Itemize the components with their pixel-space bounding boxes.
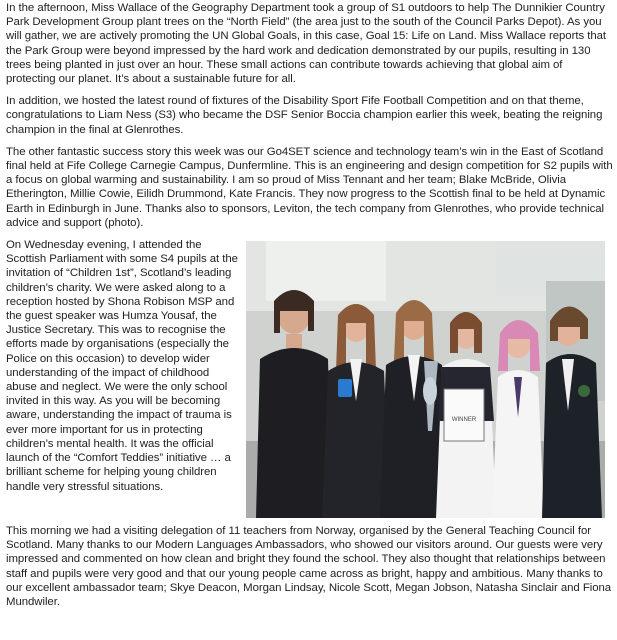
paragraph-disability-sport: In addition, we hosted the latest round of fixtures of the Disability Sport Fife Football Competition and on that theme, congratulations to Liam Ness (S3) who became the DSF Senior Boccia champion earlier this week, beating the reigning champion in the final at Glenrothes. bbox=[6, 95, 603, 136]
team-photo-illustration bbox=[246, 241, 605, 518]
paragraph-scottish-parliament: On Wednesday evening, I attended the Scottish Parliament with some S4 pupils at the invitation of “Children 1st”, Scotland’s leading children’s charity. We were asked along to a reception hosted by Shona Robison MSP and the guest speaker was Humza Yousaf, the Justice Secretary. This was to recognise the efforts made by organisations (especially the Police on this occasion) to develop wider understanding of the impact of childhood abuse and neglect. We were the only school invited in this way. As you will be becoming aware, understanding the impact of trauma is ever more important for us in protecting children’s mental health. It was the official launch of the “Comfort Teddies” initiative … a brilliant scheme for helping young children handle very stressful situations. bbox=[6, 239, 238, 493]
parliament-section bbox=[6, 238, 613, 518]
certificate-label: WINNER bbox=[451, 417, 477, 424]
paragraph-tree-planting: In the afternoon, Miss Wallace of the Geography Department took a group of S1 outdoors to help The Dunnikier Country Park Development Group plant trees on the “North Field” (the area just to the south of the Council Parks Depot). As you will gather, we are actively promoting the UN Global Goals, in this case, Goal 15: Life on Land. Miss Wallace reports that the Park Group were beyond impressed by the hard work and dedication demonstrated by our pupils, resulting in 130 trees being planted in just over an hour. These small actions can contribute towards achieving that global aim of protecting our planet. It’s about a sustainable future for all. bbox=[6, 2, 607, 86]
paragraph-go4set: The other fantastic success story this week was our Go4SET science and technology team’s win in the East of Scotland final held at Fife College Carnegie Campus, Dunfermline. This is an engineering and design competition for S2 pupils with a focus on global warming and sustainability. I am so proud of Miss Tennant and her team; Blake McBride, Olivia Etherington, Millie Cowie, Eilidh Drummond, Kate Francis. They now progress to the Scottish final to be held at Dynamic Earth in Edinburgh in June. Thanks also to sponsors, Leviton, the tech company from Glenrothes, who provide technical advice and support (photo). bbox=[6, 145, 613, 229]
team-photo bbox=[246, 241, 605, 518]
paragraph-norway-delegation: This morning we had a visiting delegation of 11 teachers from Norway, organised by the General Teaching Council for Scotland. Many thanks to our Modern Languages Ambassadors, who showed our visitors around. Our guests were very impressed and commented on how clean and bright they found the school. They also thought that relationships between staff and pupils were very good and that our young people came across as bright, happy and ambitious. Many thanks to our excellent ambassador team; Skye Deacon, Morgan Lindsay, Nicole Scott, Megan Jobson, Natasha Sinclair and Fiona Mundwiler. bbox=[6, 525, 612, 609]
